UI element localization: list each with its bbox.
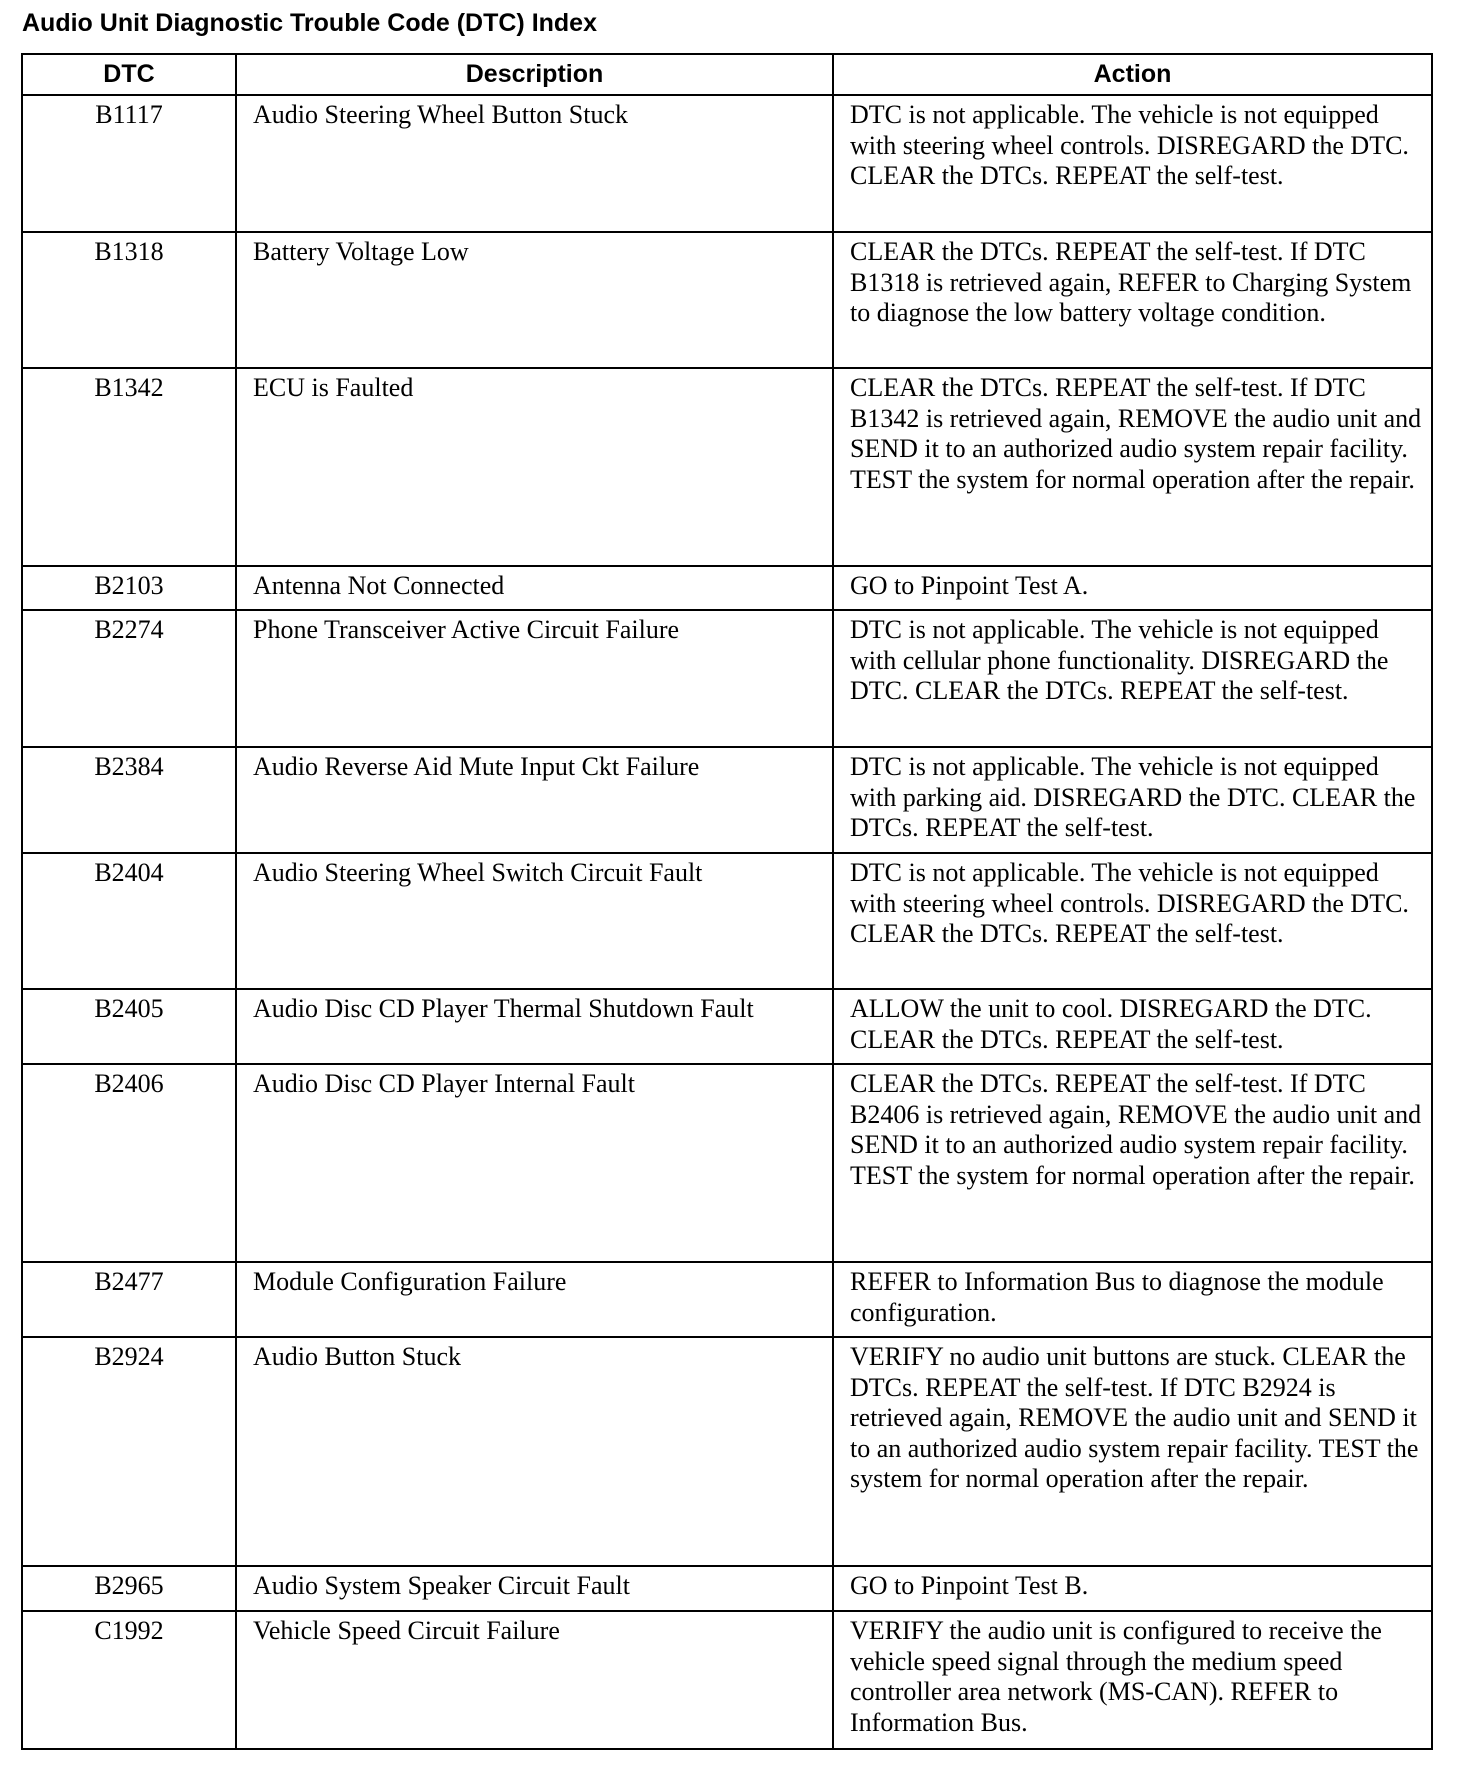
dtc-code: B2404 — [22, 853, 236, 989]
dtc-description: Audio Steering Wheel Switch Circuit Fault — [236, 853, 833, 989]
dtc-code: B2965 — [22, 1566, 236, 1611]
column-header-action: Action — [833, 54, 1432, 95]
dtc-action: DTC is not applicable. The vehicle is not equipped with parking aid. DISREGARD the DTC. CLEAR the DTCs. REPEAT the self-test. — [833, 747, 1432, 853]
dtc-action: CLEAR the DTCs. REPEAT the self-test. If DTC B1318 is retrieved again, REFER to Charging System to diagnose the low battery voltage condition. — [833, 232, 1432, 368]
table-row — [22, 95, 1432, 232]
table-row — [22, 747, 1432, 853]
table-row — [22, 566, 1432, 610]
dtc-code: B2274 — [22, 610, 236, 747]
table-row — [22, 1064, 1432, 1262]
dtc-action: GO to Pinpoint Test B. — [833, 1566, 1432, 1611]
table-header-row — [22, 54, 1432, 95]
dtc-code: B2384 — [22, 747, 236, 853]
dtc-action: CLEAR the DTCs. REPEAT the self-test. If DTC B2406 is retrieved again, REMOVE the audio unit and SEND it to an authorized audio system repair facility. TEST the system for normal operation after the repair. — [833, 1064, 1432, 1262]
dtc-description: Audio Steering Wheel Button Stuck — [236, 95, 833, 232]
dtc-code: B2405 — [22, 989, 236, 1064]
dtc-code: B1342 — [22, 368, 236, 566]
dtc-description: Module Configuration Failure — [236, 1262, 833, 1337]
dtc-description: Antenna Not Connected — [236, 566, 833, 610]
dtc-action: VERIFY the audio unit is configured to receive the vehicle speed signal through the medium speed controller area network (MS-CAN). REFER to Information Bus. — [833, 1611, 1432, 1749]
table-row — [22, 989, 1432, 1064]
dtc-code: C1992 — [22, 1611, 236, 1749]
dtc-description: Battery Voltage Low — [236, 232, 833, 368]
table-row — [22, 1566, 1432, 1611]
dtc-description: Audio Button Stuck — [236, 1337, 833, 1566]
table-row — [22, 1337, 1432, 1566]
table-row — [22, 232, 1432, 368]
dtc-action: REFER to Information Bus to diagnose the module configuration. — [833, 1262, 1432, 1337]
dtc-action: ALLOW the unit to cool. DISREGARD the DTC. CLEAR the DTCs. REPEAT the self-test. — [833, 989, 1432, 1064]
table-row — [22, 368, 1432, 566]
dtc-code: B2477 — [22, 1262, 236, 1337]
table-row — [22, 1611, 1432, 1749]
dtc-action: DTC is not applicable. The vehicle is not equipped with steering wheel controls. DISREGARD the DTC. CLEAR the DTCs. REPEAT the self-test. — [833, 853, 1432, 989]
dtc-index-table — [21, 53, 1433, 1750]
dtc-action: DTC is not applicable. The vehicle is not equipped with cellular phone functionality. DISREGARD the DTC. CLEAR the DTCs. REPEAT the self-test. — [833, 610, 1432, 747]
page-title: Audio Unit Diagnostic Trouble Code (DTC) Index — [22, 9, 597, 37]
dtc-description: Audio Disc CD Player Internal Fault — [236, 1064, 833, 1262]
dtc-description: Audio Reverse Aid Mute Input Ckt Failure — [236, 747, 833, 853]
table-row — [22, 853, 1432, 989]
dtc-description: ECU is Faulted — [236, 368, 833, 566]
dtc-action: VERIFY no audio unit buttons are stuck. CLEAR the DTCs. REPEAT the self-test. If DTC B2924 is retrieved again, REMOVE the audio unit and SEND it to an authorized audio system repair facility. TEST the system for normal operation after the repair. — [833, 1337, 1432, 1566]
table-row — [22, 1262, 1432, 1337]
dtc-description: Audio System Speaker Circuit Fault — [236, 1566, 833, 1611]
dtc-description: Phone Transceiver Active Circuit Failure — [236, 610, 833, 747]
dtc-code: B2103 — [22, 566, 236, 610]
dtc-action: CLEAR the DTCs. REPEAT the self-test. If DTC B1342 is retrieved again, REMOVE the audio unit and SEND it to an authorized audio system repair facility. TEST the system for normal operation after the repair. — [833, 368, 1432, 566]
dtc-code: B2924 — [22, 1337, 236, 1566]
dtc-code: B1318 — [22, 232, 236, 368]
table-row — [22, 610, 1432, 747]
column-header-description: Description — [236, 54, 833, 95]
dtc-code: B1117 — [22, 95, 236, 232]
dtc-action: DTC is not applicable. The vehicle is not equipped with steering wheel controls. DISREGARD the DTC. CLEAR the DTCs. REPEAT the self-test. — [833, 95, 1432, 232]
column-header-dtc: DTC — [22, 54, 236, 95]
dtc-action: GO to Pinpoint Test A. — [833, 566, 1432, 610]
dtc-description: Audio Disc CD Player Thermal Shutdown Fault — [236, 989, 833, 1064]
dtc-code: B2406 — [22, 1064, 236, 1262]
dtc-description: Vehicle Speed Circuit Failure — [236, 1611, 833, 1749]
